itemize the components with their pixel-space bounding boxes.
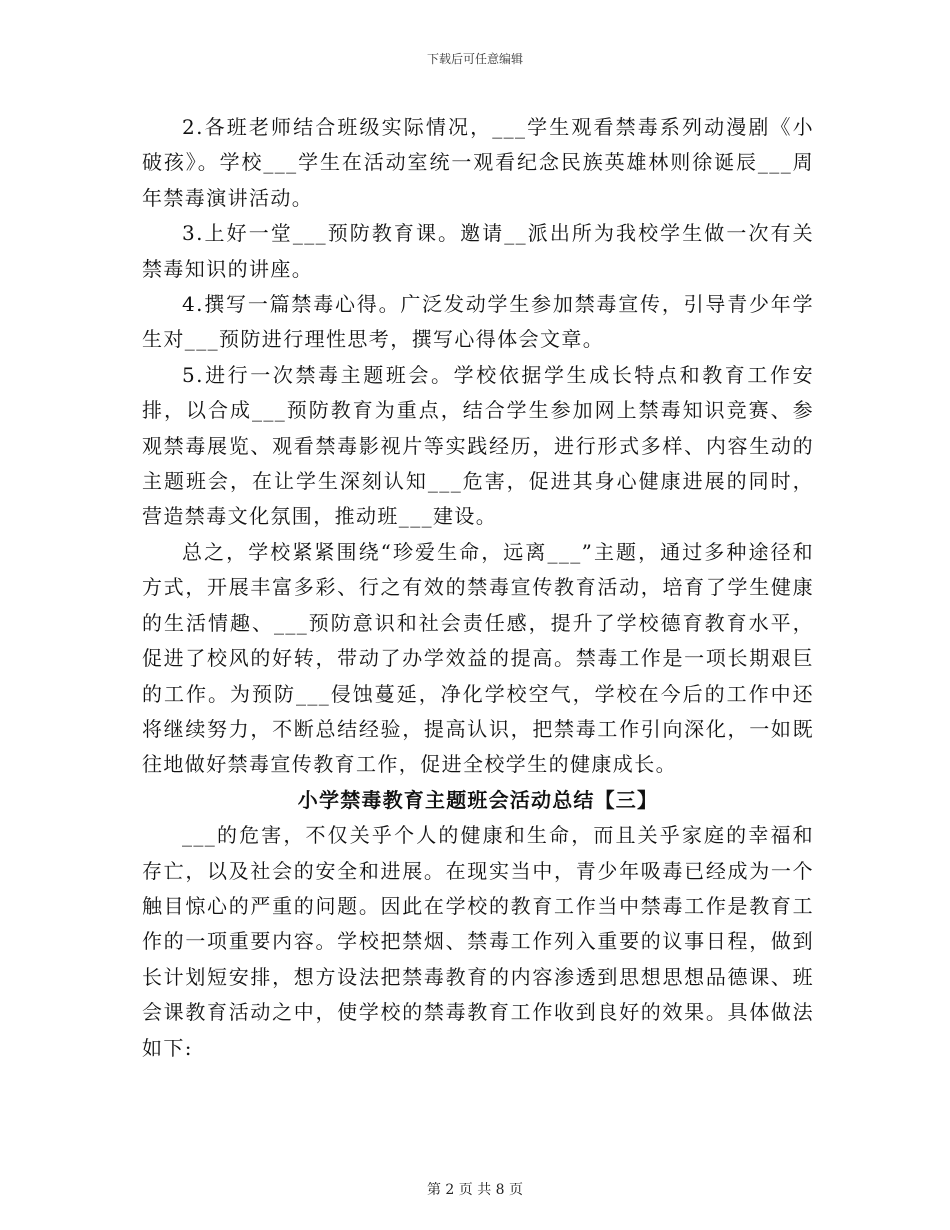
paragraph-item-5: 5.进行一次禁毒主题班会。学校依据学生成长特点和教育工作安排，以合成___预防教育为重点，结合学生参加网上禁毒知识竞赛、参观禁毒展览、观看禁毒影视片等实践经历，进行形式多样、内容生动的主题班会，在让学生深刻认知___危害，促进其身心健康进展的同时，营造禁毒文化氛围，推动班___建设。 (142, 362, 814, 529)
paragraph-item-3: 3.上好一堂___预防教育课。邀请__派出所为我校学生做一次有关禁毒知识的讲座。 (142, 221, 814, 281)
page-header: 下载后可任意编辑 (426, 52, 523, 66)
section-title: 小学禁毒教育主题班会活动总结【三】 (297, 787, 659, 812)
paragraph-item-2: 2.各班老师结合班级实际情况，___学生观看禁毒系列动漫剧《小破孩》。学校___学生在活动室统一观看纪念民族英雄林则徐诞辰___周年禁毒演讲活动。 (142, 115, 814, 210)
paragraph-item-4: 4.撰写一篇禁毒心得。广泛发动学生参加禁毒宣传，引导青少年学生对___预防进行理性思考，撰写心得体会文章。 (142, 292, 814, 352)
page-footer: 第 2 页 共 8 页 (426, 1182, 524, 1198)
document-body (142, 110, 814, 1066)
paragraph-summary: 总之，学校紧紧围绕“珍爱生命，远离___”主题，通过多种途径和方式，开展丰富多彩、行之有效的禁毒宣传教育活动，培育了学生健康的生活情趣、___预防意识和社会责任感，提升了学校德育教育水平，促进了校风的好转，带动了办学效益的提高。禁毒工作是一项长期艰巨的工作。为预防___侵蚀蔓延，净化学校空气，学校在今后的工作中还将继续努力，不断总结经验，提高认识，把禁毒工作引向深化，一如既往地做好禁毒宣传教育工作，促进全校学生的健康成长。 (142, 539, 814, 777)
paragraph-intro: ___的危害，不仅关乎个人的健康和生命，而且关乎家庭的幸福和存亡，以及社会的安全和进展。在现实当中，青少年吸毒已经成为一个触目惊心的严重的问题。因此在学校的教育工作当中禁毒工作是教育工作的一项重要内容。学校把禁烟、禁毒工作列入重要的议事日程，做到长计划短安排，想方设法把禁毒教育的内容渗透到思想思想品德课、班会课教育活动之中，使学校的禁毒教育工作收到良好的效果。具体做法如下: (142, 823, 814, 1060)
